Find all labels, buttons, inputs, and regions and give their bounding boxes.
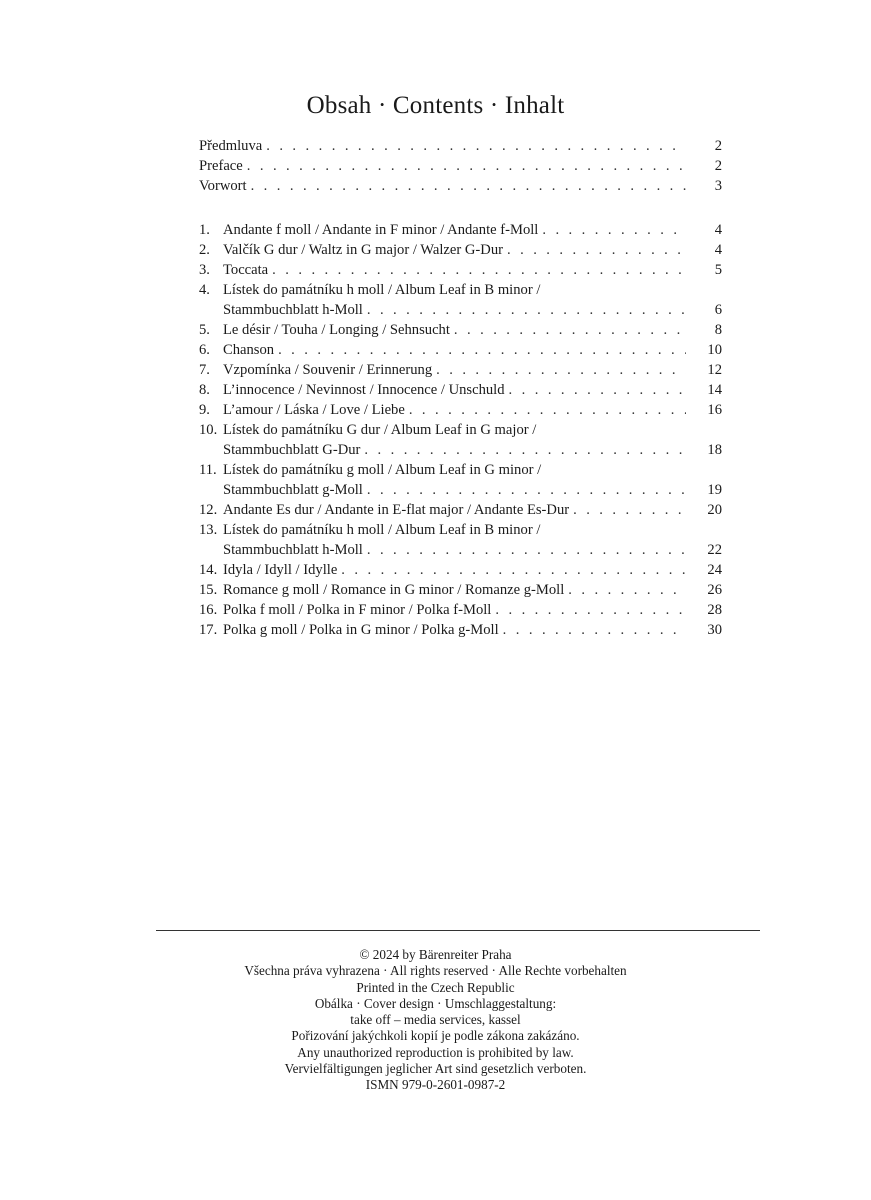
pieces-list <box>199 220 722 640</box>
dot-leader <box>573 500 686 520</box>
dot-leader <box>247 156 686 176</box>
toc-entry-number: 7. <box>199 362 210 378</box>
toc-page-number: 4 <box>714 242 722 258</box>
page-title: Obsah · Contents · Inhalt <box>306 92 565 119</box>
toc-entry-number: 10. <box>199 422 218 438</box>
toc-entry-number: 8. <box>199 382 210 398</box>
toc-entry-label: Valčík G dur / Waltz in G major / Walzer G-Dur <box>223 242 503 258</box>
toc-entry <box>199 560 722 580</box>
imprint-line: Pořizování jakýchkoli kopií je podle zákona zakázáno. <box>291 1028 580 1044</box>
toc-entry <box>199 500 722 520</box>
imprint <box>0 947 871 1094</box>
imprint-line: Any unauthorized reproduction is prohibited by law. <box>297 1044 574 1060</box>
toc-entry-label: Vzpomínka / Souvenir / Erinnerung <box>223 362 433 378</box>
toc-entry-label: L’innocence / Nevinnost / Innocence / Unschuld <box>223 382 505 398</box>
dot-leader <box>278 340 686 360</box>
dot-leader <box>542 220 686 240</box>
dot-leader <box>568 580 686 600</box>
toc-entry-number: 16. <box>199 602 218 618</box>
toc-entry-label: Polka g moll / Polka in G minor / Polka g-Moll <box>223 622 499 638</box>
toc-entry-label-continued: Stammbuchblatt g-Moll <box>223 482 363 498</box>
dot-leader <box>341 560 686 580</box>
dot-leader <box>251 176 686 196</box>
toc-entry-label: Vorwort <box>199 178 247 194</box>
toc-entry-number: 11. <box>199 462 217 478</box>
toc-entry-label: Lístek do památníku h moll / Album Leaf in B minor / <box>223 282 541 298</box>
toc-entry-label: Idyla / Idyll / Idylle <box>223 562 338 578</box>
toc-entry-label: Lístek do památníku g moll / Album Leaf in G minor / <box>223 462 542 478</box>
toc-page-number: 18 <box>707 442 722 458</box>
toc-entry-number: 2. <box>199 242 210 258</box>
toc-entry-label: Předmluva <box>199 138 263 154</box>
dot-leader <box>367 480 686 500</box>
toc-entry <box>199 520 722 560</box>
toc-entry-label: Le désir / Touha / Longing / Sehnsucht <box>223 322 450 338</box>
toc-page-number: 6 <box>714 302 722 318</box>
toc-entry-number: 3. <box>199 262 210 278</box>
toc-entry <box>199 320 722 340</box>
footer-divider <box>156 930 760 931</box>
toc-page-number: 24 <box>707 562 722 578</box>
dot-leader <box>436 360 686 380</box>
toc-entry-label-continued: Stammbuchblatt G-Dur <box>223 442 361 458</box>
toc-entry <box>199 136 722 156</box>
toc-entry-label: Toccata <box>223 262 269 278</box>
toc-entry-number: 1. <box>199 222 210 238</box>
toc-entry <box>199 220 722 240</box>
dot-leader <box>367 300 686 320</box>
toc-page-number: 20 <box>707 502 722 518</box>
toc-page-number: 22 <box>707 542 722 558</box>
toc-page-number: 28 <box>707 602 722 618</box>
toc-entry <box>199 340 722 360</box>
toc-entry-number: 5. <box>199 322 210 338</box>
toc-page-number: 8 <box>714 322 722 338</box>
toc-entry <box>199 460 722 500</box>
toc-entry-label-continued: Stammbuchblatt h-Moll <box>223 302 363 318</box>
toc-entry-label: Chanson <box>223 342 275 358</box>
toc-entry-label: Polka f moll / Polka in F minor / Polka f-Moll <box>223 602 492 618</box>
toc-entry-number: 17. <box>199 622 218 638</box>
toc-entry-label: L’amour / Láska / Love / Liebe <box>223 402 405 418</box>
toc-page-number: 12 <box>707 362 722 378</box>
toc-entry <box>199 420 722 460</box>
toc-entry-number: 9. <box>199 402 210 418</box>
toc-entry-label: Lístek do památníku G dur / Album Leaf in G major / <box>223 422 537 438</box>
toc-page-number: 19 <box>707 482 722 498</box>
toc-entry <box>199 156 722 176</box>
toc-entry <box>199 380 722 400</box>
toc-entry-label: Andante Es dur / Andante in E-flat major / Andante Es-Dur <box>223 502 570 518</box>
toc-entry-number: 14. <box>199 562 218 578</box>
toc-entry-number: 13. <box>199 522 218 538</box>
toc-page-number: 30 <box>707 622 722 638</box>
toc-entry-number: 15. <box>199 582 218 598</box>
imprint-line: ISMN 979-0-2601-0987-2 <box>365 1077 506 1093</box>
toc-page-number: 4 <box>714 222 722 238</box>
toc-entry <box>199 280 722 320</box>
toc-entry-number: 4. <box>199 282 210 298</box>
toc-entry <box>199 400 722 420</box>
dot-leader <box>507 240 686 260</box>
dot-leader <box>364 440 686 460</box>
toc-entry <box>199 240 722 260</box>
toc-entry-label-continued: Stammbuchblatt h-Moll <box>223 542 363 558</box>
toc-page-number: 14 <box>707 382 722 398</box>
toc-entry-label: Andante f moll / Andante in F minor / Andante f-Moll <box>223 222 539 238</box>
toc-entry <box>199 176 722 196</box>
dot-leader <box>454 320 686 340</box>
dot-leader <box>509 380 686 400</box>
imprint-line: take off – media services, kassel <box>350 1012 521 1028</box>
toc-entry-label: Preface <box>199 158 243 174</box>
dot-leader <box>367 540 686 560</box>
toc-page-number: 2 <box>714 138 722 154</box>
dot-leader <box>495 600 686 620</box>
toc-page-number: 5 <box>714 262 722 278</box>
toc-entry-label: Lístek do památníku h moll / Album Leaf in B minor / <box>223 522 541 538</box>
imprint-line: Všechna práva vyhrazena · All rights reserved · Alle Rechte vorbehalten <box>244 963 627 979</box>
dot-leader <box>409 400 686 420</box>
toc-entry <box>199 580 722 600</box>
toc-entry <box>199 620 722 640</box>
toc-page-number: 26 <box>707 582 722 598</box>
toc-entry-number: 12. <box>199 502 218 518</box>
toc-entry-label: Romance g moll / Romance in G minor / Romanze g-Moll <box>223 582 565 598</box>
dot-leader <box>503 620 686 640</box>
toc-entry-number: 6. <box>199 342 210 358</box>
toc-entry <box>199 360 722 380</box>
toc-page-number: 16 <box>707 402 722 418</box>
imprint-line: Printed in the Czech Republic <box>356 979 515 995</box>
imprint-line: Obálka · Cover design · Umschlaggestaltung: <box>314 995 557 1011</box>
toc-page-number: 3 <box>714 178 722 194</box>
toc-entry <box>199 260 722 280</box>
toc-entry <box>199 600 722 620</box>
imprint-line: Vervielfältigungen jeglicher Art sind gesetzlich verboten. <box>284 1061 587 1077</box>
toc-page-number: 2 <box>714 158 722 174</box>
toc-page-number: 10 <box>707 342 722 358</box>
dot-leader <box>266 136 686 156</box>
imprint-line: © 2024 by Bärenreiter Praha <box>359 947 512 962</box>
prefatory-list <box>199 136 722 196</box>
dot-leader <box>272 260 686 280</box>
